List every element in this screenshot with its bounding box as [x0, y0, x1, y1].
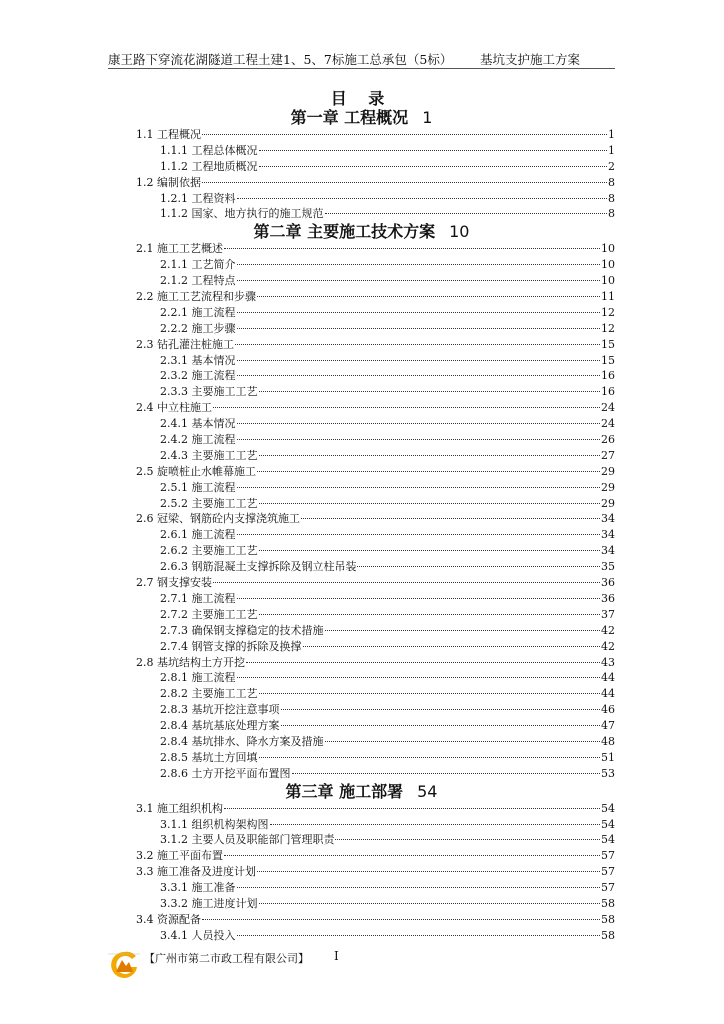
toc-entry-page: 8 — [608, 191, 615, 205]
toc-entry-page: 1 — [608, 128, 615, 141]
dot-leader — [270, 824, 601, 825]
toc-entry[interactable] — [108, 575, 615, 591]
toc-entry-page: 44 — [601, 687, 615, 701]
toc-entry-label: 3.3.1 施工准备 — [160, 881, 236, 895]
toc-entry[interactable] — [108, 400, 615, 416]
toc-entry[interactable] — [108, 432, 615, 448]
dot-leader — [213, 582, 600, 583]
toc-entry[interactable] — [108, 766, 615, 782]
toc-entry-label: 2.7.3 确保钢支撑稳定的技术措施 — [160, 623, 324, 637]
toc-entry-page: 47 — [601, 719, 615, 733]
dot-leader — [237, 677, 601, 678]
toc-entry-page: 54 — [601, 817, 615, 831]
dot-leader — [257, 471, 600, 472]
toc-entry-page: 34 — [601, 544, 615, 558]
toc-entry-label: 2.2.1 施工流程 — [160, 305, 236, 319]
toc-entry-label: 2.7.2 主要施工工艺 — [160, 607, 258, 621]
dot-leader — [325, 630, 601, 631]
toc-entry[interactable] — [108, 305, 615, 321]
toc-entry-page: 34 — [601, 512, 615, 526]
toc-entry-label: 2.7 钢支撑安装 — [136, 576, 212, 590]
dot-leader — [257, 871, 600, 872]
toc-entry[interactable] — [108, 159, 615, 175]
toc-entry-label: 2.4.3 主要施工工艺 — [160, 448, 258, 462]
toc-entry-page: 27 — [601, 448, 615, 462]
toc-entry[interactable] — [108, 511, 615, 527]
toc-entry[interactable] — [108, 384, 615, 400]
dot-leader — [202, 182, 607, 183]
toc-entry-label: 2.2.2 施工步骤 — [160, 321, 236, 335]
toc-entry-page: 8 — [608, 207, 615, 221]
dot-leader — [237, 264, 601, 265]
toc-entry[interactable] — [108, 448, 615, 464]
footer-company-name: 【广州市第二市政工程有限公司】 — [144, 952, 309, 965]
toc-entry-label: 2.1 施工工艺概述 — [136, 242, 223, 256]
table-of-contents — [108, 90, 615, 944]
toc-entry[interactable] — [108, 670, 615, 686]
chapter-title: 第一章 工程概况 — [290, 108, 409, 127]
toc-entry[interactable] — [108, 206, 615, 222]
header-document-title: 基坑支护施工方案 — [480, 52, 581, 67]
toc-entry-label: 2.5.1 施工流程 — [160, 480, 236, 494]
chapter-page-number: 54 — [417, 781, 438, 801]
toc-entry-page: 53 — [601, 766, 615, 780]
toc-entry[interactable] — [108, 750, 615, 766]
page-footer — [108, 946, 408, 980]
toc-entry-label: 2.8.3 基坑开挖注意事项 — [160, 703, 280, 717]
dot-leader — [259, 150, 608, 151]
toc-entry[interactable] — [108, 880, 615, 896]
toc-entry[interactable] — [108, 817, 615, 833]
toc-entry-page: 57 — [601, 881, 615, 895]
toc-entry-label: 1.1.2 国家、地方执行的施工规范 — [160, 207, 324, 221]
dot-leader — [237, 439, 601, 440]
toc-entry-page: 16 — [601, 385, 615, 399]
dot-leader — [257, 296, 600, 297]
toc-entry-page: 42 — [601, 623, 615, 637]
toc-entry-page: 2 — [608, 159, 615, 173]
dot-leader — [303, 646, 601, 647]
toc-entry-label: 2.1.2 工程特点 — [160, 274, 236, 288]
toc-entry[interactable] — [108, 416, 615, 432]
toc-entry-label: 2.6.2 主要施工工艺 — [160, 544, 258, 558]
toc-entry-label: 2.2 施工工艺流程和步骤 — [136, 290, 256, 304]
toc-chapter-heading[interactable] — [108, 222, 615, 241]
toc-entry-label: 2.6.3 钢筋混凝土支撑拆除及钢立柱吊装 — [160, 560, 357, 574]
toc-entry-label: 2.6 冠梁、钢筋砼内支撑浇筑施工 — [136, 512, 300, 526]
dot-leader — [325, 741, 601, 742]
chapter-title: 第三章 施工部署 — [285, 781, 404, 801]
toc-entry[interactable] — [108, 734, 615, 750]
toc-entry-page: 54 — [601, 833, 615, 847]
toc-entry[interactable] — [108, 655, 615, 671]
dot-leader — [259, 455, 601, 456]
dot-leader — [237, 935, 601, 936]
toc-entry-label: 3.4 资源配备 — [136, 912, 201, 926]
dot-leader — [259, 166, 608, 167]
toc-entry-page: 36 — [601, 576, 615, 590]
toc-entry-page: 37 — [601, 607, 615, 621]
toc-entry-label: 2.3.1 基本情况 — [160, 353, 236, 367]
toc-entry-label: 2.8.1 施工流程 — [160, 671, 236, 685]
toc-entry[interactable] — [108, 257, 615, 273]
toc-entry-page: 10 — [601, 258, 615, 272]
dot-leader — [237, 887, 601, 888]
dot-leader — [237, 198, 608, 199]
footer-page-number: I — [334, 949, 339, 963]
dot-leader — [202, 919, 600, 920]
toc-entry-page: 8 — [608, 175, 615, 189]
toc-entry[interactable] — [108, 480, 615, 496]
toc-entry[interactable] — [108, 353, 615, 369]
toc-entry-page: 29 — [601, 464, 615, 478]
dot-leader — [259, 503, 601, 504]
toc-entry-page: 15 — [601, 353, 615, 367]
toc-entry-label: 1.2.1 工程资料 — [160, 191, 236, 205]
toc-entry[interactable] — [108, 143, 615, 159]
toc-entry-page: 58 — [601, 928, 615, 942]
dot-leader — [224, 855, 600, 856]
toc-entry-label: 3.3 施工准备及进度计划 — [136, 865, 256, 879]
toc-entry-label: 2.8.4 基坑基底处理方案 — [160, 719, 280, 733]
toc-entry-label: 2.4.2 施工流程 — [160, 433, 236, 447]
dot-leader — [259, 614, 601, 615]
toc-entry-label: 1.2 编制依据 — [136, 175, 201, 189]
toc-entry[interactable] — [108, 321, 615, 337]
toc-entry-page: 10 — [601, 242, 615, 256]
dot-leader — [237, 487, 601, 488]
toc-entry-label: 2.8 基坑结构土方开挖 — [136, 655, 245, 669]
toc-entry[interactable] — [108, 896, 615, 912]
toc-entry-page: 48 — [601, 734, 615, 748]
toc-entry-page: 10 — [601, 274, 615, 288]
toc-entry-page: 24 — [601, 417, 615, 431]
toc-entry[interactable] — [108, 912, 615, 928]
dot-leader — [259, 903, 601, 904]
toc-entry-label: 2.4 中立柱施工 — [136, 401, 212, 415]
chapter-page-number: 10 — [449, 222, 470, 242]
toc-entry[interactable] — [108, 289, 615, 305]
toc-entry-page: 12 — [601, 305, 615, 319]
toc-entry-page: 15 — [601, 337, 615, 351]
toc-entry-label: 1.1.1 工程总体概况 — [160, 143, 258, 157]
toc-entry-label: 2.7.1 施工流程 — [160, 591, 236, 605]
toc-entry[interactable] — [108, 273, 615, 289]
toc-entry-page: 24 — [601, 401, 615, 415]
dot-leader — [259, 757, 601, 758]
toc-entry-page: 35 — [601, 560, 615, 574]
toc-entry[interactable] — [108, 686, 615, 702]
dot-leader — [237, 280, 601, 281]
toc-entry-label: 2.8.2 主要施工工艺 — [160, 687, 258, 701]
toc-entry[interactable] — [108, 496, 615, 512]
dot-leader — [259, 391, 601, 392]
dot-leader — [292, 773, 601, 774]
toc-entry-label: 2.7.4 钢管支撑的拆除及换撑 — [160, 639, 302, 653]
dot-leader — [357, 566, 600, 567]
dot-leader — [237, 328, 601, 329]
toc-entry-label: 2.5 旋喷桩止水帷幕施工 — [136, 464, 256, 478]
dot-leader — [202, 134, 607, 135]
dot-leader — [224, 248, 600, 249]
toc-entry-label: 1.1 工程概况 — [136, 128, 201, 141]
toc-entry-label: 2.3.2 施工流程 — [160, 369, 236, 383]
toc-entry-page: 57 — [601, 849, 615, 863]
toc-entry-page: 11 — [601, 290, 615, 304]
dot-leader — [224, 808, 600, 809]
toc-entry-page: 43 — [601, 655, 615, 669]
toc-entry-label: 3.1 施工组织机构 — [136, 801, 223, 815]
toc-entry-label: 2.8.6 土方开挖平面布置图 — [160, 766, 291, 780]
toc-entry-page: 34 — [601, 528, 615, 542]
toc-entry-label: 3.2 施工平面布置 — [136, 849, 223, 863]
toc-entry-label: 2.5.2 主要施工工艺 — [160, 496, 258, 510]
toc-entry-page: 29 — [601, 480, 615, 494]
toc-entry[interactable] — [108, 591, 615, 607]
toc-entry[interactable] — [108, 175, 615, 191]
toc-entry-page: 58 — [601, 896, 615, 910]
dot-leader — [213, 407, 600, 408]
toc-entry-label: 3.4.1 人员投入 — [160, 928, 236, 942]
toc-entry[interactable] — [108, 191, 615, 207]
dot-leader — [259, 693, 601, 694]
toc-entry-label: 2.4.1 基本情况 — [160, 417, 236, 431]
toc-entry-label: 1.1.2 工程地质概况 — [160, 159, 258, 173]
toc-entry[interactable] — [108, 832, 615, 848]
toc-entry-page: 42 — [601, 639, 615, 653]
toc-entry[interactable] — [108, 368, 615, 384]
toc-entry-label: 2.3 钻孔灌注桩施工 — [136, 337, 234, 351]
toc-entry[interactable] — [108, 527, 615, 543]
toc-entry[interactable] — [108, 607, 615, 623]
toc-chapter-heading[interactable] — [108, 108, 615, 127]
toc-entry[interactable] — [108, 543, 615, 559]
dot-leader — [235, 344, 600, 345]
toc-entry[interactable] — [108, 337, 615, 353]
toc-entry-page: 29 — [601, 496, 615, 510]
toc-entry-page: 36 — [601, 591, 615, 605]
toc-entry-page: 1 — [608, 143, 615, 157]
toc-entry[interactable] — [108, 241, 615, 257]
toc-entry-page: 26 — [601, 433, 615, 447]
toc-entry[interactable] — [108, 702, 615, 718]
dot-leader — [237, 375, 601, 376]
dot-leader — [237, 598, 601, 599]
dot-leader — [301, 518, 600, 519]
chapter-title: 第二章 主要施工技术方案 — [253, 222, 436, 242]
dot-leader — [237, 360, 601, 361]
toc-entry-page: 44 — [601, 671, 615, 685]
toc-entry-page: 58 — [601, 912, 615, 926]
toc-entry-label: 3.1.1 组织机构架构图 — [160, 817, 269, 831]
dot-leader — [281, 709, 601, 710]
toc-entry-label: 2.1.1 工艺简介 — [160, 258, 236, 272]
toc-entry-label: 2.3.3 主要施工工艺 — [160, 385, 258, 399]
dot-leader — [259, 550, 601, 551]
dot-leader — [246, 662, 600, 663]
toc-chapter-heading[interactable] — [108, 782, 615, 801]
dot-leader — [237, 423, 601, 424]
company-logo-icon — [108, 950, 140, 980]
toc-entry-label: 3.3.2 施工进度计划 — [160, 896, 258, 910]
dot-leader — [237, 312, 601, 313]
toc-entry[interactable] — [108, 864, 615, 880]
header-project-title: 康王路下穿流花湖隧道工程土建1、5、7标施工总承包（5标） — [108, 52, 453, 67]
toc-entry[interactable] — [108, 639, 615, 655]
toc-entry[interactable] — [108, 801, 615, 817]
toc-entry-page: 54 — [601, 801, 615, 815]
toc-entry-label: 2.6.1 施工流程 — [160, 528, 236, 542]
toc-entry[interactable] — [108, 127, 615, 143]
toc-entry-label: 3.1.2 主要人员及职能部门管理职责 — [160, 833, 335, 847]
dot-leader — [237, 534, 601, 535]
toc-title: 目 录 — [330, 89, 393, 108]
toc-entry-page: 57 — [601, 865, 615, 879]
toc-entry-label: 2.8.4 基坑排水、降水方案及措施 — [160, 734, 324, 748]
toc-entry-page: 16 — [601, 369, 615, 383]
toc-entry[interactable] — [108, 928, 615, 944]
toc-entry-page: 12 — [601, 321, 615, 335]
toc-entry-page: 46 — [601, 703, 615, 717]
toc-entry-page: 51 — [601, 750, 615, 764]
toc-entry-label: 2.8.5 基坑土方回填 — [160, 750, 258, 764]
toc-entry[interactable] — [108, 559, 615, 575]
dot-leader — [335, 839, 600, 840]
page-header — [108, 50, 615, 69]
dot-leader — [281, 725, 601, 726]
toc-entry[interactable] — [108, 718, 615, 734]
toc-entry[interactable] — [108, 623, 615, 639]
chapter-page-number: 1 — [422, 108, 433, 127]
dot-leader — [325, 213, 608, 214]
toc-entry[interactable] — [108, 464, 615, 480]
toc-entry[interactable] — [108, 848, 615, 864]
